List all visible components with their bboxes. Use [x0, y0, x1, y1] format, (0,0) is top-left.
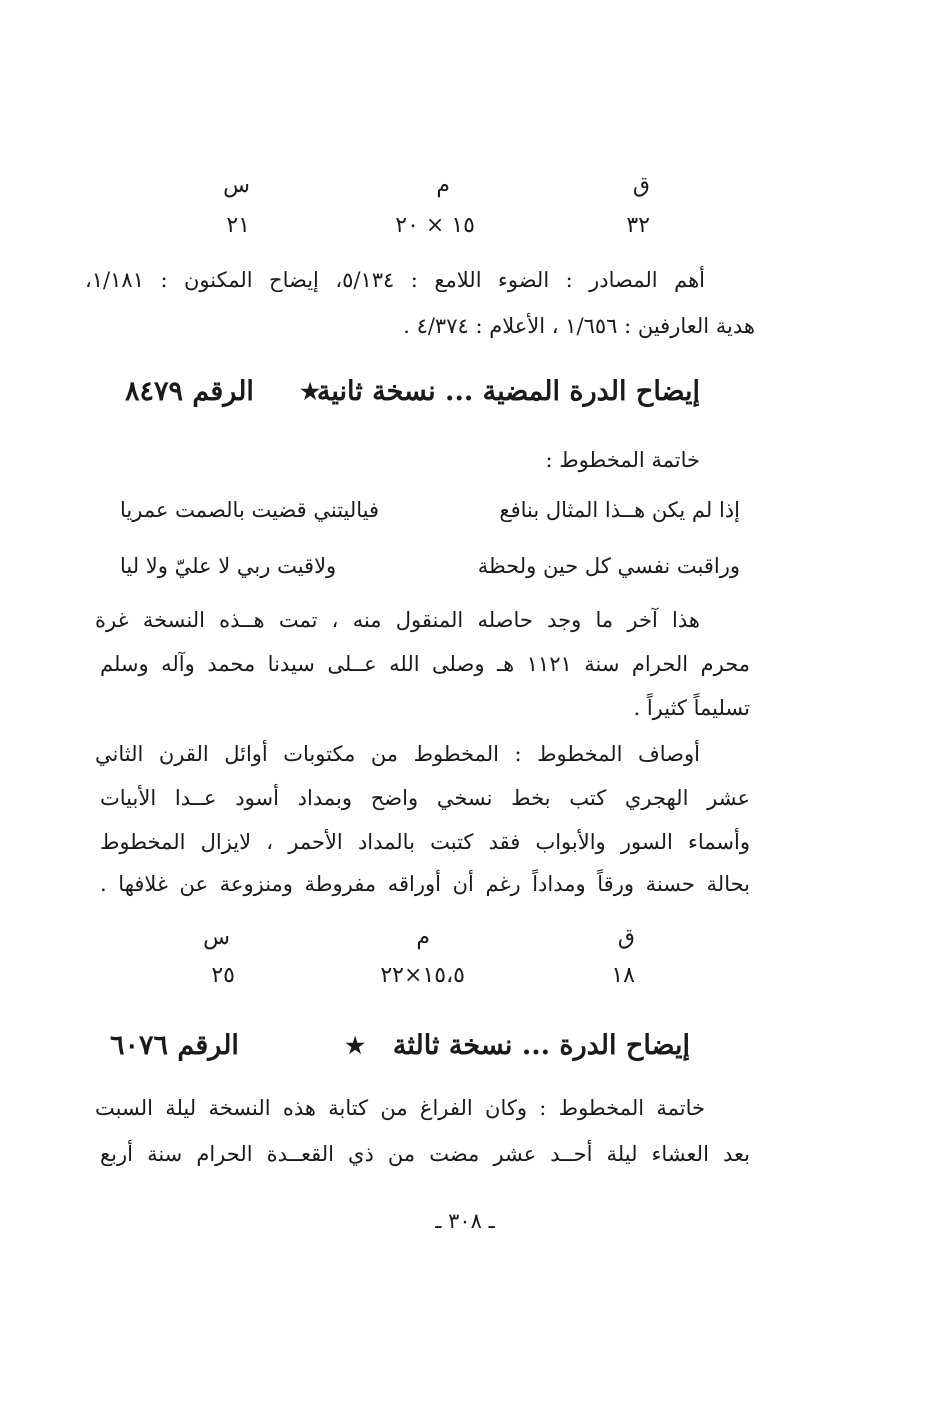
table2-value-row — [160, 956, 680, 996]
section3-heading — [110, 1018, 690, 1074]
star-icon: ★ — [300, 379, 320, 405]
section3-line-1: خاتمة المخطوط : وكان الفراغ من كتابة هذه النسخة ليلة السبت — [95, 1096, 705, 1120]
section3-number: الرقم ٦٠٧٦ — [110, 1030, 239, 1061]
section2-title: إيضاح الدرة المضية ... نسخة ثانية — [316, 376, 700, 407]
section2-colophon-label: خاتمة المخطوط : — [545, 448, 700, 472]
paragraph2-line-3: وأسماء السور والأبواب فقد كتبت بالمداد الأحمر ، لايزال المخطوط — [100, 830, 750, 854]
section2-heading — [125, 364, 700, 420]
table2-header-q: ق — [617, 925, 635, 950]
table2-header-m: م — [416, 925, 430, 950]
table1-value-m: ١٥ × ٢٠ — [395, 213, 475, 238]
table2-header-s: س — [203, 925, 230, 950]
table1-header-q: ق — [632, 173, 650, 198]
verse-2 — [120, 546, 740, 586]
paragraph2-line-4: بحالة حسنة ورقاً ومداداً رغم أن أوراقه مفروطة ومنزوعة عن غلافها . — [100, 872, 750, 896]
verse-1-hemistich-2: فياليتني قضيت بالصمت عمريا — [120, 498, 380, 522]
verse-2-hemistich-2: ولاقيت ربي لا عليّ ولا ليا — [120, 554, 337, 578]
section3-title: إيضاح الدرة ... نسخة ثالثة — [392, 1030, 690, 1061]
verse-2-hemistich-1: وراقبت نفسي كل حين ولحظة — [477, 554, 740, 578]
sources-line-2: هدية العارفين : ١/٦٥٦ ، الأعلام : ٤/٣٧٤ . — [403, 314, 755, 338]
verse-1 — [120, 490, 740, 530]
table2-value-m: ١٥،٥×٢٢ — [380, 963, 465, 988]
sources-line-1: أهم المصادر : الضوء اللامع : ٥/١٣٤، إيضاح المكنون : ١/١٨١، — [85, 268, 705, 292]
paragraph1-line-3: تسليماً كثيراً . — [633, 696, 750, 720]
table1-value-s: ٢١ — [226, 213, 250, 238]
paragraph2-line-2: عشر الهجري كتب بخط نسخي واضح وبمداد أسود عــدا الأبيات — [100, 786, 750, 810]
star-icon: ★ — [345, 1033, 365, 1059]
paragraph1-line-1: هذا آخر ما وجد حاصله المنقول منه ، تمت هــذه النسخة غرة — [95, 608, 700, 632]
table1-header-row — [160, 166, 680, 206]
table1-header-m: م — [436, 173, 450, 198]
table1-value-row — [160, 206, 680, 246]
verse-1-hemistich-1: إذا لم يكن هــذا المثال بنافع — [499, 498, 740, 522]
paragraph2-line-1: أوصاف المخطوط : المخطوط من مكتوبات أوائل القرن الثاني — [95, 742, 700, 766]
section3-line-2: بعد العشاء ليلة أحــد عشر مضت من ذي القعــدة الحرام سنة أربع — [100, 1142, 750, 1166]
table2-value-q: ١٨ — [611, 963, 635, 988]
page-number: ـ ٣٠٨ ـ — [435, 1209, 495, 1233]
table2-value-s: ٢٥ — [211, 963, 235, 988]
paragraph1-line-2: محرم الحرام سنة ١١٢١ هـ وصلى الله عــلى سيدنا محمد وآله وسلم — [100, 652, 750, 676]
table2-header-row — [160, 918, 680, 958]
table1-value-q: ٣٢ — [626, 213, 650, 238]
section2-number: الرقم ٨٤٧٩ — [125, 376, 254, 407]
table1-header-s: س — [223, 173, 250, 198]
